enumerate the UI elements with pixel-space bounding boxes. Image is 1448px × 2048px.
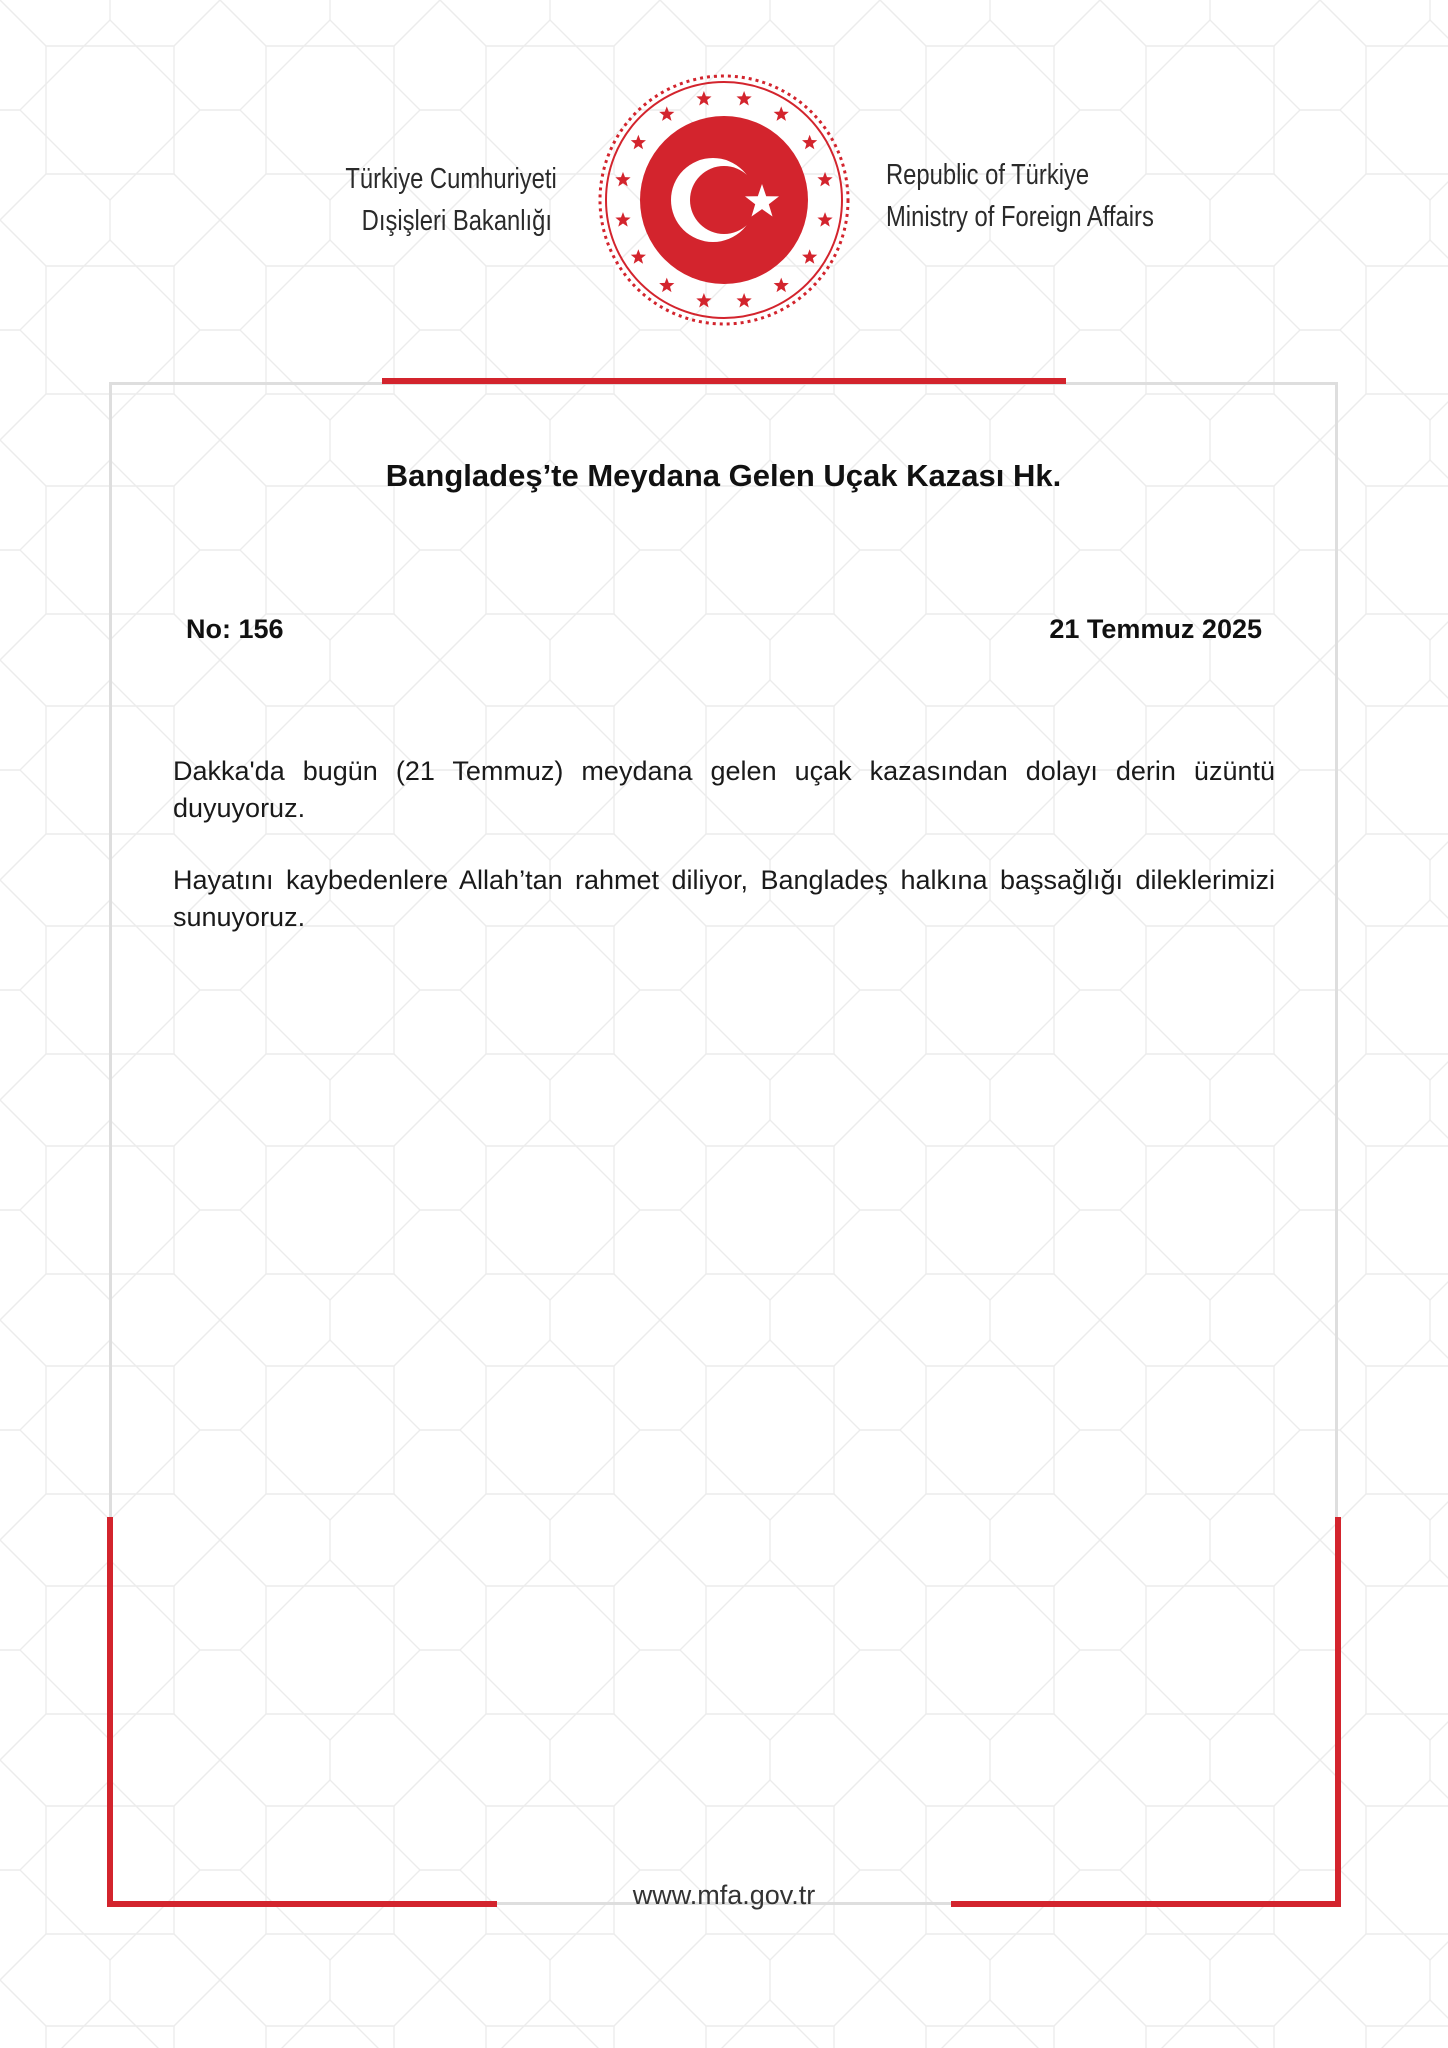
top-accent-line [382,378,1066,384]
seal-small-star-icon [736,91,751,105]
header-left-line2: Dışişleri Bakanlığı [361,205,552,237]
right-accent-line [1335,1517,1341,1907]
seal-small-star-icon [659,106,674,120]
left-accent-line [107,1517,113,1907]
header-right-line2: Ministry of Foreign Affairs [886,201,1154,233]
document-title: Bangladeş’te Meydana Gelen Uçak Kazası Hk. [385,458,1062,493]
document-number: No: 156 [186,614,284,644]
header-left [345,158,557,242]
seal-small-star-icon [736,293,751,307]
footer-website-link[interactable]: www.mfa.gov.tr [632,1880,816,1910]
header-right-line1: Republic of Türkiye [886,159,1090,191]
page-frame [109,382,1338,1905]
seal-small-star-icon [615,172,630,186]
header-left-line1: Türkiye Cumhuriyeti [345,163,557,195]
body-paragraph: Dakka'da bugün (21 Temmuz) meydana gelen uçak kazasından dolayı derin üzüntü duyuyoruz. [173,756,1275,823]
body-paragraph: Hayatını kaybedenlere Allah’tan rahmet diliyor, Bangladeş halkına başsağlığı dileklerimizi sunuyoruz. [173,865,1275,932]
seal-small-star-icon [802,135,817,149]
header-right [886,154,1154,238]
seal-small-star-icon [696,91,711,105]
document-date: 21 Temmuz 2025 [1049,614,1262,644]
seal-small-star-icon [631,135,646,149]
seal-small-star-icon [696,293,711,307]
seal-small-star-icon [817,212,832,226]
seal-small-star-icon [774,106,789,120]
bottom-right-accent-line [951,1901,1341,1907]
seal-small-star-icon [817,172,832,186]
seal-small-star-icon [659,278,674,292]
ministry-seal-icon [596,72,852,328]
seal-small-star-icon [802,249,817,263]
seal-small-star-icon [631,249,646,263]
bottom-left-accent-line [107,1901,497,1907]
seal-small-star-icon [615,212,630,226]
document-body [173,753,1275,971]
seal-small-star-icon [774,278,789,292]
